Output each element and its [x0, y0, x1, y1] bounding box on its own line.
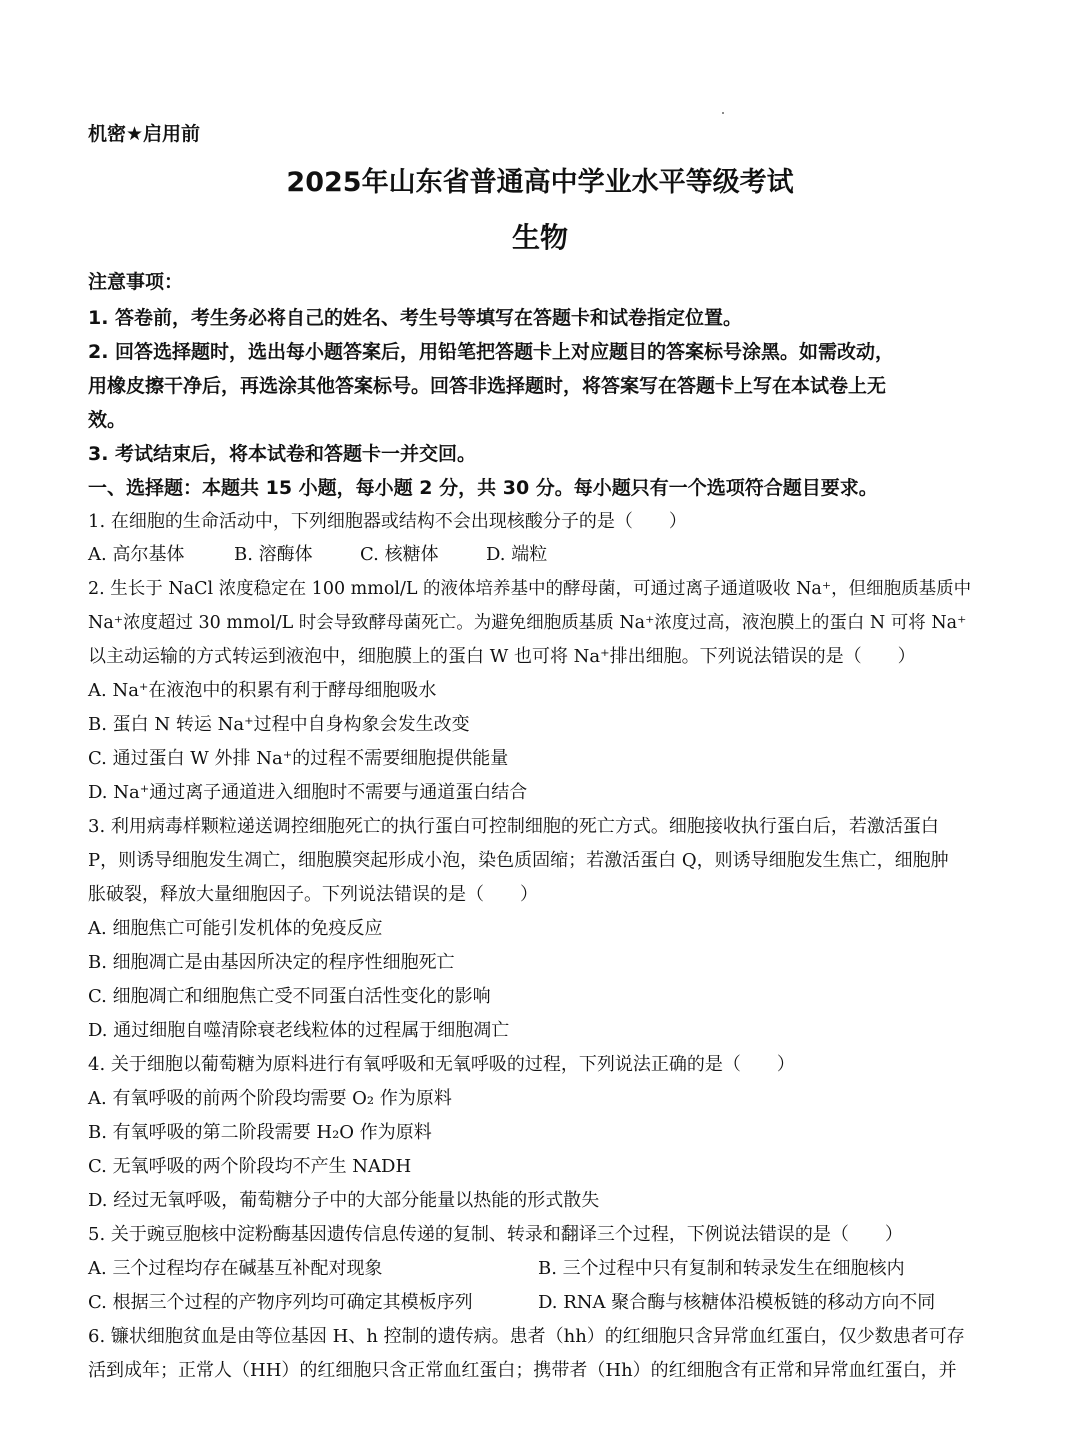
q4-stem: 4. 关于细胞以葡萄糖为原料进行有氧呼吸和无氧呼吸的过程，下列说法正确的是（ ） [88, 1054, 795, 1075]
q4-option-c: C. 无氧呼吸的两个阶段均不产生 NADH [88, 1156, 412, 1177]
note-2-line-3: 效。 [88, 409, 127, 431]
q5-option-d: D. RNA 聚合酶与核糖体沿模板链的移动方向不同 [538, 1292, 936, 1313]
note-1: 1. 答卷前，考生务必将自己的姓名、考生号等填写在答题卡和试卷指定位置。 [88, 307, 743, 329]
q4-option-a: A. 有氧呼吸的前两个阶段均需要 O₂ 作为原料 [88, 1088, 452, 1109]
q2-stem-line-3: 以主动运输的方式转运到液泡中，细胞膜上的蛋白 W 也可将 Na⁺排出细胞。下列说法错误的是（ ） [88, 646, 916, 667]
q2-option-c: C. 通过蛋白 W 外排 Na⁺的过程不需要细胞提供能量 [88, 748, 509, 769]
q3-option-c: C. 细胞凋亡和细胞焦亡受不同蛋白活性变化的影响 [88, 986, 491, 1007]
q2-option-d: D. Na⁺通过离子通道进入细胞时不需要与通道蛋白结合 [88, 782, 528, 803]
note-3: 3. 考试结束后，将本试卷和答题卡一并交回。 [88, 443, 477, 465]
q1-stem: 1. 在细胞的生命活动中，下列细胞器或结构不会出现核酸分子的是（ ） [88, 511, 687, 532]
q6-stem-line-2: 活到成年；正常人（HH）的红细胞只含正常血红蛋白；携带者（Hh）的红细胞含有正常和异常血红蛋白，并 [88, 1360, 957, 1381]
q2-stem-line-2: Na⁺浓度超过 30 mmol/L 时会导致酵母菌死亡。为避免细胞质基质 Na⁺浓度过高，液泡膜上的蛋白 N 可将 Na⁺ [88, 613, 967, 633]
q4-option-d: D. 经过无氧呼吸，葡萄糖分子中的大部分能量以热能的形式散失 [88, 1190, 600, 1211]
scan-speck [722, 112, 724, 114]
q4-option-b: B. 有氧呼吸的第二阶段需要 H₂O 作为原料 [88, 1122, 432, 1143]
note-2-line-2: 用橡皮擦干净后，再选涂其他答案标号。回答非选择题时，将答案写在答题卡上写在本试卷上无 [88, 375, 887, 397]
q3-option-a: A. 细胞焦亡可能引发机体的免疫反应 [88, 918, 383, 939]
q3-stem-line-2: P，则诱导细胞发生凋亡，细胞膜突起形成小泡，染色质固缩；若激活蛋白 Q，则诱导细胞发生焦亡，细胞肿 [88, 850, 949, 871]
q5-option-c: C. 根据三个过程的产物序列均可确定其模板序列 [88, 1292, 473, 1313]
q2-stem-line-1: 2. 生长于 NaCl 浓度稳定在 100 mmol/L 的液体培养基中的酵母菌，可通过离子通道吸收 Na⁺，但细胞质基质中 [88, 579, 972, 599]
q5-stem: 5. 关于豌豆胞核中淀粉酶基因遗传信息传递的复制、转录和翻译三个过程，下例说法错误的是（ ） [88, 1224, 903, 1245]
q2-option-b: B. 蛋白 N 转运 Na⁺过程中自身构象会发生改变 [88, 714, 470, 735]
confidential-label: 机密★启用前 [88, 123, 201, 145]
q3-stem-line-1: 3. 利用病毒样颗粒递送调控细胞死亡的执行蛋白可控制细胞的死亡方式。细胞接收执行蛋白后，若激活蛋白 [88, 816, 939, 837]
q1-option-a: A. 高尔基体 [88, 544, 185, 565]
q3-option-d: D. 通过细胞自噬清除衰老线粒体的过程属于细胞凋亡 [88, 1020, 510, 1041]
notes-heading: 注意事项： [88, 271, 184, 293]
q1-option-b: B. 溶酶体 [234, 544, 313, 565]
q3-option-b: B. 细胞凋亡是由基因所决定的程序性细胞死亡 [88, 952, 455, 973]
subject-title: 生物 [511, 221, 568, 254]
exam-title: 2025年山东省普通高中学业水平等级考试 [286, 167, 794, 198]
q1-option-d: D. 端粒 [486, 544, 548, 565]
q3-stem-line-3: 胀破裂，释放大量细胞因子。下列说法错误的是（ ） [88, 884, 538, 905]
q6-stem-line-1: 6. 镰状细胞贫血是由等位基因 H、h 控制的遗传病。患者（hh）的红细胞只含异常血红蛋白，仅少数患者可存 [88, 1326, 965, 1347]
q1-option-c: C. 核糖体 [360, 544, 439, 565]
q5-option-a: A. 三个过程均存在碱基互补配对现象 [88, 1258, 383, 1279]
q2-option-a: A. Na⁺在液泡中的积累有利于酵母细胞吸水 [88, 680, 437, 701]
q5-option-b: B. 三个过程中只有复制和转录发生在细胞核内 [538, 1258, 905, 1279]
note-2-line-1: 2. 回答选择题时，选出每小题答案后，用铅笔把答题卡上对应题目的答案标号涂黑。如需改动， [88, 341, 895, 363]
section-1-heading: 一、选择题：本题共 15 小题，每小题 2 分，共 30 分。每小题只有一个选项符合题目要求。 [88, 477, 878, 499]
